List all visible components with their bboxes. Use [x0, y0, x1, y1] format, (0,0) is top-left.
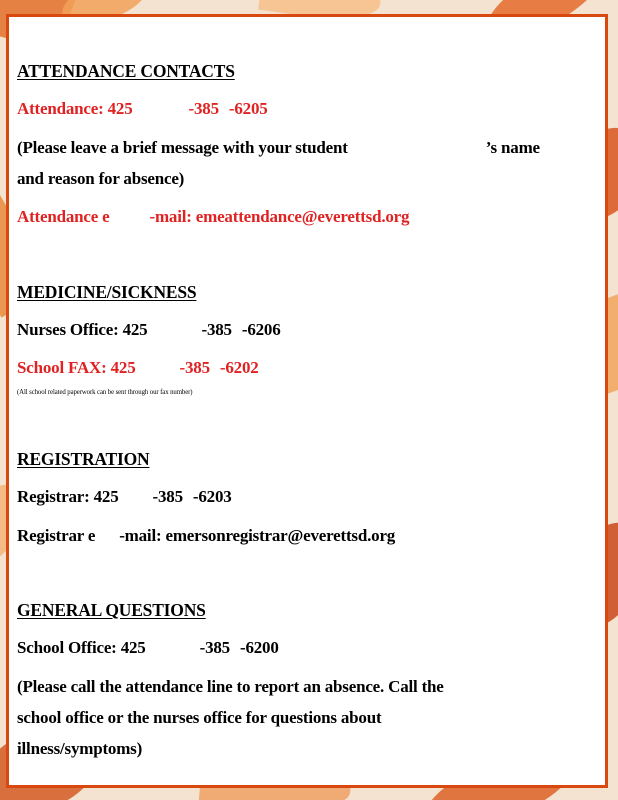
attendance-note-line2: and reason for absence)	[17, 169, 185, 188]
fax-note: (All school related paperwork can be sent through our fax number)	[17, 389, 193, 396]
attendance-note-line1: (Please leave a brief message with your student ’s name	[17, 138, 540, 157]
contact-info-card	[6, 14, 608, 788]
registrar-phone: Registrar: 425 -385 -6203	[17, 487, 232, 506]
school-office-phone: School Office: 425 -385 -6200	[17, 638, 279, 657]
attendance-heading: ATTENDANCE CONTACTS	[17, 61, 235, 81]
attendance-email: Attendance e -mail: emeattendance@everettsd.org	[17, 207, 410, 226]
attendance-phone: Attendance: 425 -385 -6205	[17, 99, 268, 118]
general-note: (Please call the attendance line to report an absence. Call the school office or the nurses office for questions about illness/symptoms)	[17, 677, 444, 758]
general-questions-heading: GENERAL QUESTIONS	[17, 600, 206, 620]
medicine-heading: MEDICINE/SICKNESS	[17, 282, 197, 302]
school-fax: School FAX: 425 -385 -6202	[17, 358, 259, 377]
registration-heading: REGISTRATION	[17, 449, 150, 469]
registrar-email: Registrar e -mail: emersonregistrar@everettsd.org	[17, 526, 396, 545]
nurses-office-phone: Nurses Office: 425 -385 -6206	[17, 320, 281, 339]
